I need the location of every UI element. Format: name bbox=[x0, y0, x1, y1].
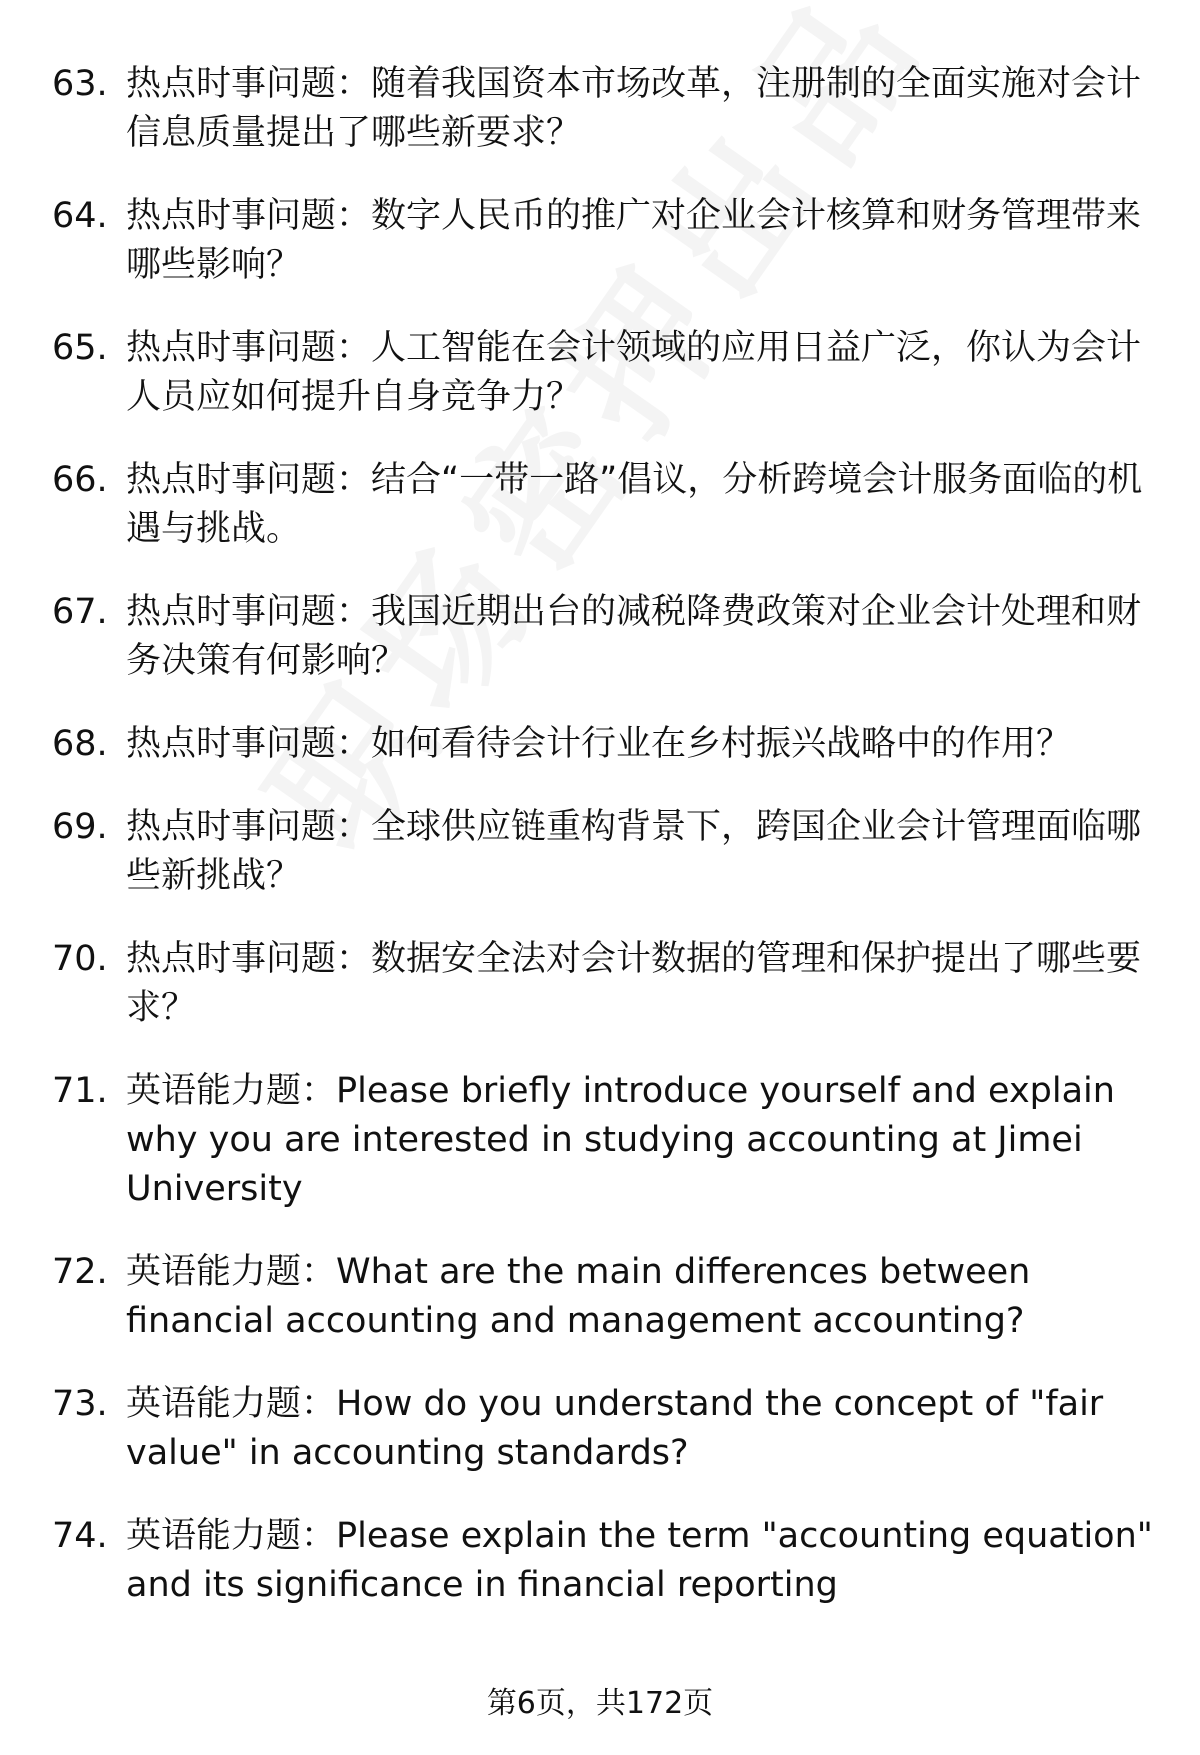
item-text: 热点时事问题：人工智能在会计领域的应用日益广泛，你认为会计人员应如何提升自身竞争力？ bbox=[126, 328, 1142, 417]
list-item bbox=[52, 456, 1157, 554]
item-text: 英语能力题：Please briefly introduce yourself and explain why you are interested in studying accounting at Jimei University bbox=[126, 1071, 1115, 1209]
item-number: 63. bbox=[52, 64, 108, 104]
list-item bbox=[52, 1067, 1157, 1214]
item-text: 热点时事问题：结合“一带一路”倡议，分析跨境会计服务面临的机遇与挑战。 bbox=[126, 460, 1143, 549]
list-item bbox=[52, 720, 1157, 769]
list-item bbox=[52, 1512, 1157, 1610]
list-item bbox=[52, 1380, 1157, 1478]
item-text: 热点时事问题：全球供应链重构背景下，跨国企业会计管理面临哪些新挑战？ bbox=[126, 807, 1142, 896]
item-number: 69. bbox=[52, 807, 108, 847]
item-number: 73. bbox=[52, 1384, 108, 1424]
item-text: 英语能力题：Please explain the term "accounting equation" and its significance in financial reporting bbox=[126, 1516, 1153, 1605]
list-item bbox=[52, 324, 1157, 422]
item-number: 64. bbox=[52, 196, 108, 236]
item-text: 热点时事问题：如何看待会计行业在乡村振兴战略中的作用？ bbox=[126, 724, 1072, 764]
item-number: 72. bbox=[52, 1252, 108, 1292]
item-text: 热点时事问题：我国近期出台的减税降费政策对企业会计处理和财务决策有何影响？ bbox=[126, 592, 1142, 681]
list-item bbox=[52, 60, 1157, 158]
list-item bbox=[52, 803, 1157, 901]
item-number: 67. bbox=[52, 592, 108, 632]
item-number: 74. bbox=[52, 1516, 108, 1556]
list-item bbox=[52, 192, 1157, 290]
list-item bbox=[52, 1248, 1157, 1346]
item-number: 68. bbox=[52, 724, 108, 764]
list-item bbox=[52, 588, 1157, 686]
item-text: 英语能力题：What are the main differences between financial accounting and management accounting? bbox=[126, 1252, 1031, 1341]
page-footer: 第6页，共172页 bbox=[486, 1686, 714, 1721]
item-number: 65. bbox=[52, 328, 108, 368]
item-number: 70. bbox=[52, 939, 108, 979]
item-text: 热点时事问题：数字人民币的推广对企业会计核算和财务管理带来哪些影响？ bbox=[126, 196, 1142, 285]
item-text: 热点时事问题：随着我国资本市场改革，注册制的全面实施对会计信息质量提出了哪些新要求？ bbox=[126, 64, 1142, 153]
item-text: 英语能力题：How do you understand the concept of "fair value" in accounting standards? bbox=[126, 1384, 1104, 1473]
item-number: 71. bbox=[52, 1071, 108, 1111]
item-text: 热点时事问题：数据安全法对会计数据的管理和保护提出了哪些要求？ bbox=[126, 939, 1142, 1028]
item-number: 66. bbox=[52, 460, 108, 500]
list-item bbox=[52, 935, 1157, 1033]
question-list bbox=[52, 60, 1157, 1644]
